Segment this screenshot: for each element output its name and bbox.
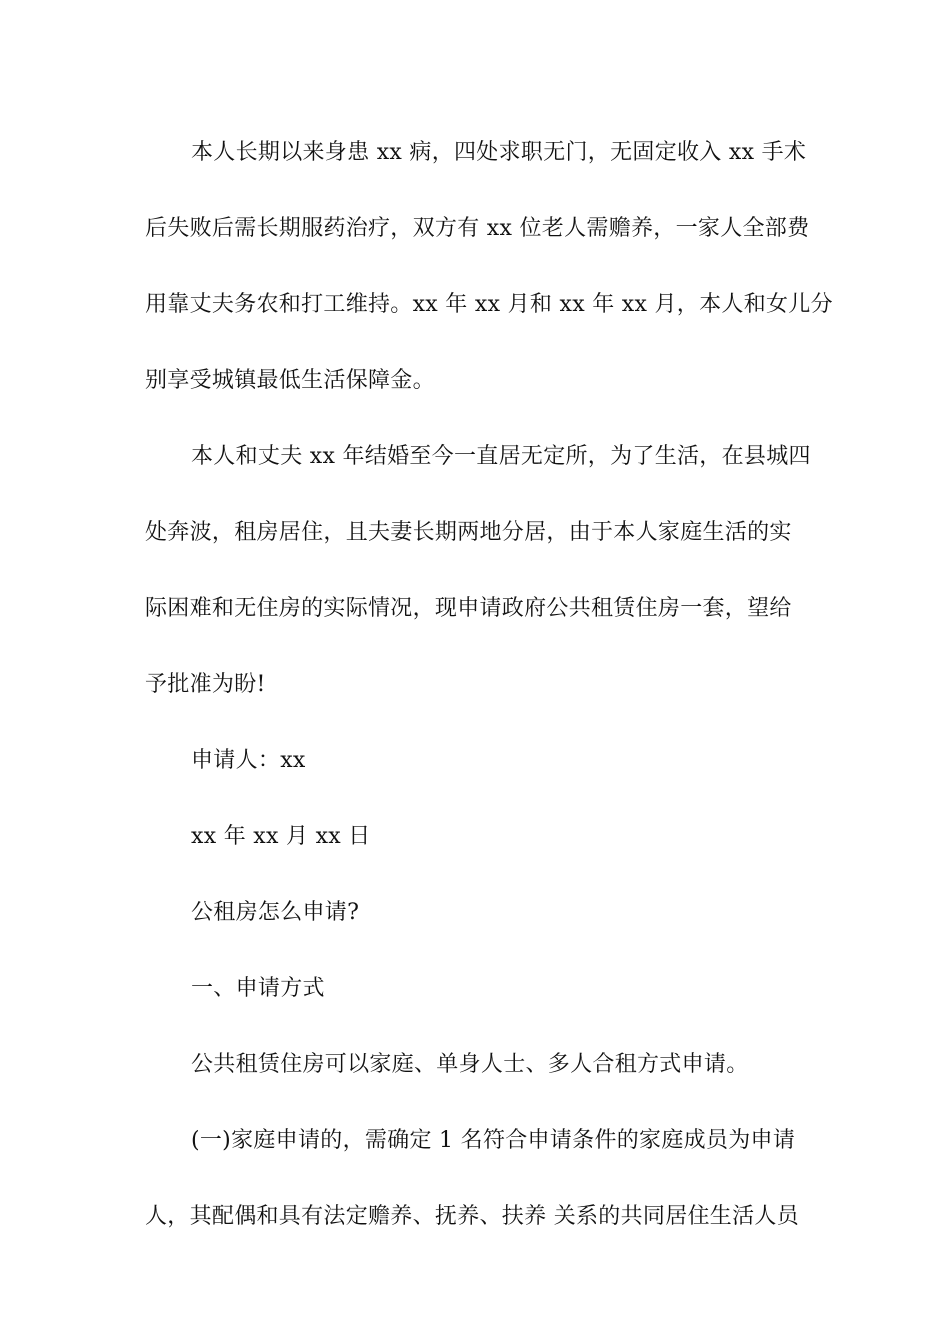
text-line: 予批准为盼!: [145, 672, 266, 697]
text-line: (一)家庭申请的，需确定 1 名符合申请条件的家庭成员为申请: [191, 1128, 796, 1153]
application-date: [145, 799, 810, 875]
document-body: [145, 115, 833, 1255]
paragraph-housing-request: [145, 419, 810, 723]
text-line: 公租房怎么申请?: [191, 900, 360, 925]
text-line: 别享受城镇最低生活保障金。: [145, 368, 435, 393]
section-heading-application-method: [145, 951, 810, 1027]
text-line: 处奔波，租房居住，且夫妻长期两地分居，由于本人家庭生活的实: [145, 520, 792, 545]
text-line: 后失败后需长期服药治疗，双方有 xx 位老人需赡养，一家人全部费: [145, 216, 810, 241]
section-question: [145, 875, 810, 951]
text-line: 用靠丈夫务农和打工维持。xx 年 xx 月和 xx 年 xx 月，本人和女儿分: [145, 292, 833, 317]
text-line: 本人长期以来身患 xx 病，四处求职无门，无固定收入 xx 手术: [191, 140, 807, 165]
text-line: xx 年 xx 月 xx 日: [191, 824, 371, 849]
text-line: 公共租赁住房可以家庭、单身人士、多人合租方式申请。: [191, 1052, 749, 1077]
text-line: 本人和丈夫 xx 年结婚至今一直居无定所，为了生活，在县城四: [191, 444, 811, 469]
text-line: 人，其配偶和具有法定赡养、抚养、扶养 关系的共同居住生活人员: [145, 1204, 799, 1229]
paragraph-family-application: [145, 1103, 810, 1255]
text-line: 际困难和无住房的实际情况，现申请政府公共租赁住房一套，望给: [145, 596, 792, 621]
applicant-signature: [145, 723, 810, 799]
paragraph-application-types: [145, 1027, 810, 1103]
text-line: 申请人：xx: [191, 748, 306, 773]
text-line: 一、申请方式: [191, 976, 325, 1001]
paragraph-medical-condition: [145, 115, 833, 419]
